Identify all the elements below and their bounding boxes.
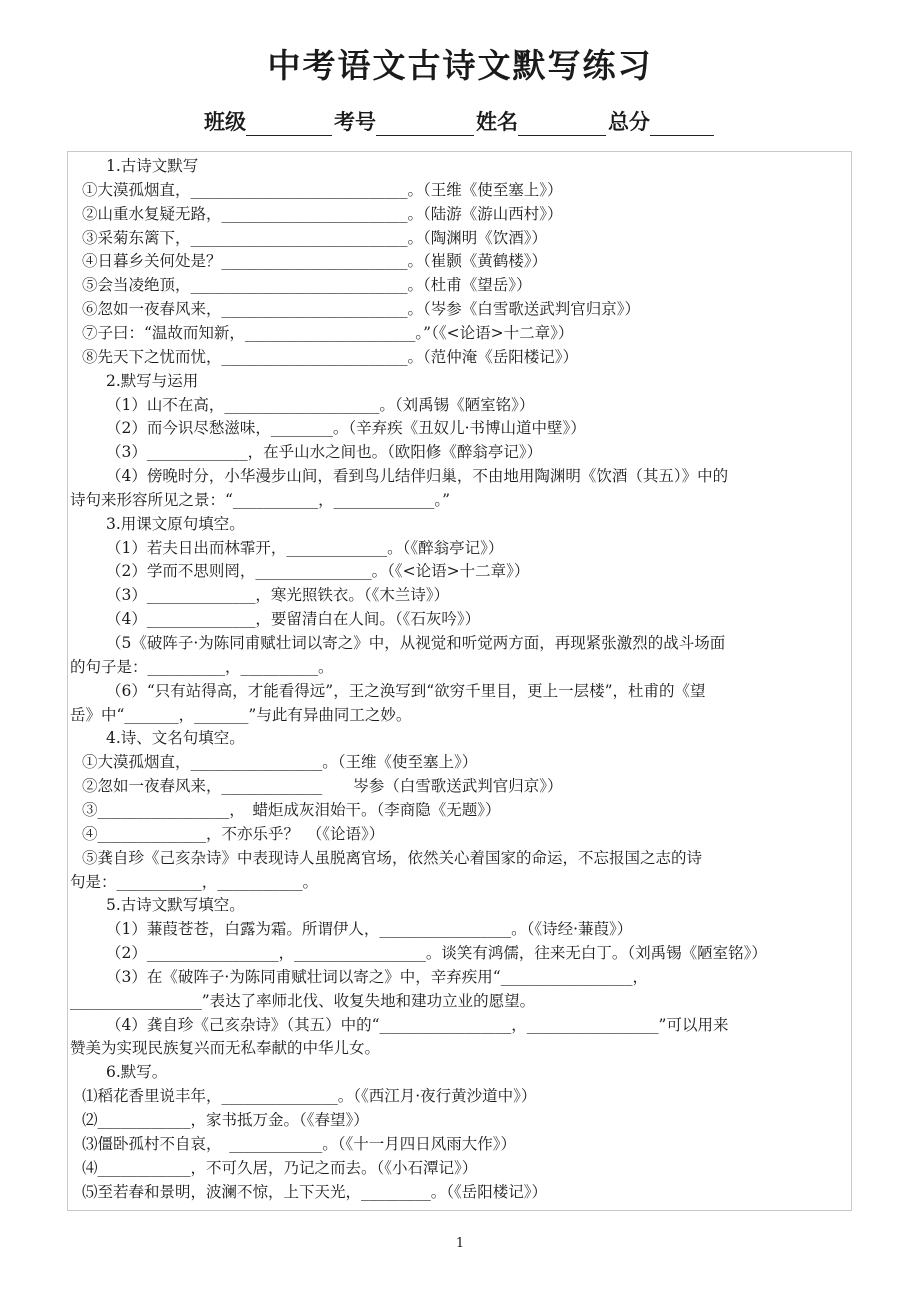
page-title: 中考语文古诗文默写练习 [267,46,653,85]
exercise-line: ⑤龚自珍《己亥杂诗》中表现诗人虽脱离官场，依然关心着国家的命运，不忘报国之志的诗 [82,848,703,867]
exercise-line: 的句子是：__________，__________。 [70,657,334,676]
exercise-line: （5《破阵子·为陈同甫赋壮词以寄之》中，从视觉和听觉两方面，再现紧张激烈的战斗场面 [106,634,726,652]
exercise-line: 句是：___________，___________。 [70,872,319,891]
exercise-line: （2）学而不思则罔，_______________。（《<论语>十二章》） [106,562,530,581]
exercise-line: 岳》中“_______，_______”与此有异曲同工之妙。 [70,705,412,724]
exercise-line: 3.用课文原句填空。 [106,514,245,533]
exercise-line: （2）而今识尽愁滋味，________。（辛弃疾《丑奴儿·书博山道中壁》） [106,419,586,438]
exercise-line: ⑦子曰：“温故而知新，______________________。”（《<论语>十二章》） [82,323,574,342]
exercise-line: （1）蒹葭苍苍，白露为霜。所谓伊人，_________________。（《诗经·蒹葭》） [106,920,633,939]
number-label: 考号 [334,110,376,134]
exercise-line: ⑥忽如一夜春风来，________________________。（岑参《白雪歌送武判官归京》） [82,300,641,319]
score-field[interactable] [650,107,714,136]
class-label: 班级 [204,110,246,134]
exercise-line: 2.默写与运用 [106,371,199,390]
exercise-line: ⑤会当凌绝顶，____________________________。（杜甫《望岳》） [82,276,532,295]
exercise-line: 5.古诗文默写填空。 [106,896,245,915]
exercise-line: ③采菊东篱下，____________________________。（陶渊明《饮酒》） [82,228,548,247]
exercise-line: （4）______________，要留清白在人间。（《石灰吟》） [106,610,481,629]
name-field[interactable] [518,107,606,136]
exercise-line: 1.古诗文默写 [106,157,199,175]
exercise-line: ⑧先天下之忧而忧，________________________。（范仲淹《岳阳楼记》） [82,347,579,366]
exercise-line: （1）山不在高，____________________。（刘禹锡《陋室铭》） [106,395,535,414]
exercise-line: ⑷____________，不可久居，乃记之而去。（《小石潭记》） [82,1158,478,1177]
exercise-line: （4）傍晚时分，小华漫步山间，看到鸟儿结伴归巢，不由地用陶渊明《饮酒（其五）》中的 [106,467,729,486]
exercise-line: ⑵____________，家书抵万金。（《春望》） [82,1111,369,1129]
number-field[interactable] [376,107,474,136]
exercise-line: （3）在《破阵子·为陈同甫赋壮词以寄之》中，辛弃疾用“_________________， [106,967,648,986]
exercise-line: ⑸至若春和景明，波澜不惊，上下天光，_________。（《岳阳楼记》） [82,1182,548,1201]
exercise-box [67,151,852,1211]
exercise-line: ③_________________， 蜡炬成灰泪始干。（李商隐《无题》） [82,800,501,819]
name-label: 姓名 [476,110,518,134]
exercise-line: ④______________，不亦乐乎？ （《论语》） [82,824,385,843]
exercise-line: ①大漠孤烟直，____________________________。（王维《使至塞上》） [82,180,563,199]
exercise-line: ②忽如一夜春风来，_____________ 岑参（白雪歌送武判官归京》） [82,777,563,796]
exercise-line: ⑴稻花香里说丰年，_______________。（《西江月·夜行黄沙道中》） [82,1087,537,1106]
student-info-bar [0,106,920,136]
exercise-line: （1）若夫日出而林霏开，_____________。（《醉翁亭记》） [106,538,504,557]
exercise-line: ②山重水复疑无路，________________________。（陆游《游山西村》） [82,204,563,223]
exercise-line: 6.默写。 [106,1063,168,1082]
exercise-line: （2）_________________，_________________。谈笑有鸿儒，往来无白丁。（刘禹锡《陋室铭》） [106,944,767,963]
exercise-line: （3）_____________，在乎山水之间也。（欧阳修《醉翁亭记》） [106,443,543,462]
exercise-line: 4.诗、文名句填空。 [106,729,245,748]
class-field[interactable] [246,107,332,136]
exercise-line: ①大漠孤烟直，_________________。（王维《使至塞上》） [82,753,478,772]
score-label: 总分 [608,110,650,134]
exercise-line: ④日暮乡关何处是？________________________。（崔颢《黄鹤楼》） [82,252,548,271]
exercise-line: （3）______________，寒光照铁衣。（《木兰诗》） [106,586,450,605]
exercise-line: ⑶僵卧孤村不自哀， ____________。（《十一月四日风雨大作》） [82,1134,517,1153]
exercise-line: （4）龚自珍《己亥杂诗》（其五）中的“_________________，_________________”可以用来 [106,1015,729,1034]
exercise-line: 赞美为实现民族复兴而无私奉献的中华儿女。 [70,1039,381,1058]
exercise-line: _________________”表达了率师北伐、收复失地和建功立业的愿望。 [70,991,536,1010]
page-number: 1 [455,1236,465,1251]
exercise-line: 诗句来形容所见之景：“___________，_____________。” [70,490,451,509]
exercise-line: （6）“只有站得高，才能看得远”，王之涣写到“欲穷千里目，更上一层楼”，杜甫的《望 [106,681,706,700]
